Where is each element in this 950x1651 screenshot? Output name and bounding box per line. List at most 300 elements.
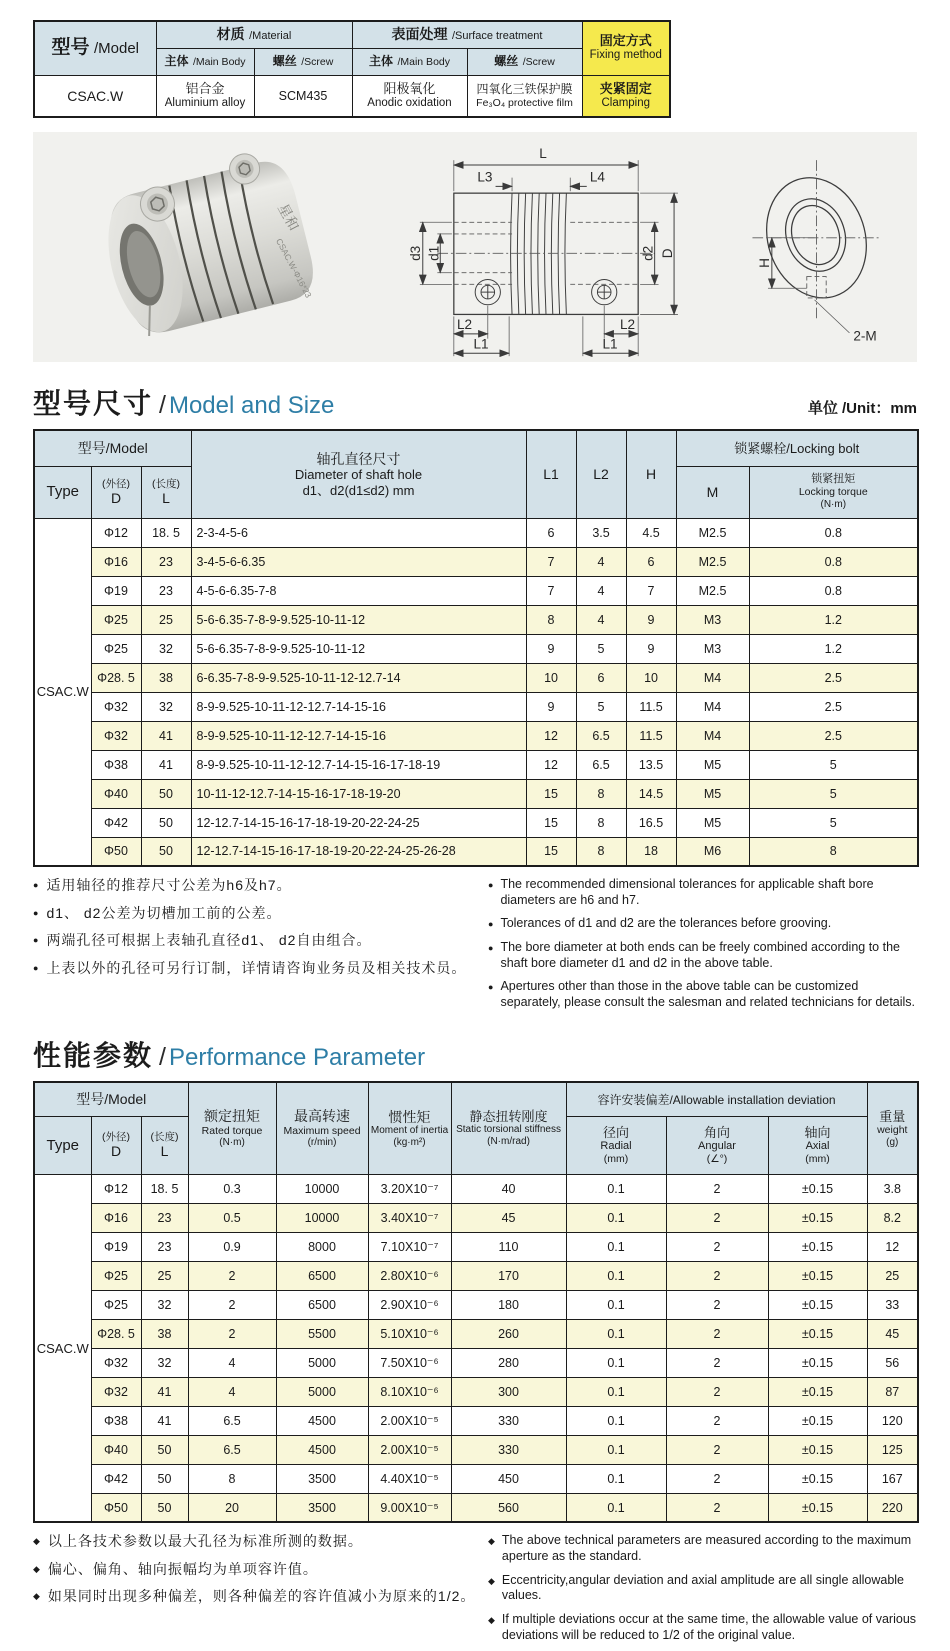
cell: M4 xyxy=(676,721,749,750)
size-col-model: 型号/Model xyxy=(34,430,191,466)
cell: 0.1 xyxy=(566,1174,666,1203)
cell: 0.1 xyxy=(566,1435,666,1464)
cell: 5000 xyxy=(276,1348,368,1377)
size-section-header xyxy=(33,382,917,422)
cell: Φ28. 5 xyxy=(91,1319,141,1348)
shaft-header-range: d1、d2(d1≤d2) mm xyxy=(302,482,415,498)
inertia-cn: 惯性矩 xyxy=(388,1108,431,1125)
size-col-type: Type xyxy=(34,466,91,518)
cell: 2 xyxy=(666,1261,768,1290)
cell: 0.1 xyxy=(566,1377,666,1406)
note-item xyxy=(33,877,478,895)
screw-cn: 螺丝 xyxy=(272,54,297,69)
cell: 6.5 xyxy=(188,1406,276,1435)
cell: Φ19 xyxy=(91,576,141,605)
type-cell: CSAC.W xyxy=(34,1174,91,1522)
cell: 3500 xyxy=(276,1464,368,1493)
perf-col-stiffness xyxy=(451,1082,566,1174)
cell: 8-9-9.525-10-11-12-12.7-14-15-16 xyxy=(191,721,526,750)
main-body-en: /Main Body xyxy=(397,56,450,69)
table-row xyxy=(34,518,918,547)
cell: Φ42 xyxy=(91,808,141,837)
table-row xyxy=(34,547,918,576)
perf-col-max-speed xyxy=(276,1082,368,1174)
note-item xyxy=(488,1533,917,1564)
cell: 6 xyxy=(576,663,626,692)
cell: 50 xyxy=(141,808,191,837)
cell: 8.2 xyxy=(867,1203,918,1232)
cell: 2.5 xyxy=(749,663,918,692)
inertia-en: Moment of inertia xyxy=(370,1125,449,1137)
side-view-drawing xyxy=(721,133,911,361)
cell: Φ32 xyxy=(91,692,141,721)
dim-label-L1: L1 xyxy=(601,336,618,352)
cell: 9 xyxy=(526,692,576,721)
note-item xyxy=(488,916,917,932)
cell: 2 xyxy=(666,1348,768,1377)
note-text: 偏心、偏角、轴向振幅均为单项容许值。 xyxy=(47,1560,318,1577)
size-col-l1: L1 xyxy=(526,430,576,518)
size-notes xyxy=(33,877,917,1018)
d-header: D xyxy=(110,489,122,506)
cell: 33 xyxy=(867,1290,918,1319)
dim-label-D: D xyxy=(659,248,675,259)
size-col-l2: L2 xyxy=(576,430,626,518)
table-row xyxy=(34,1319,918,1348)
cell: 5 xyxy=(576,692,626,721)
cell: 12 xyxy=(526,721,576,750)
dim-label-2M: 2-M xyxy=(853,328,877,344)
cell: 56 xyxy=(867,1348,918,1377)
note-item xyxy=(488,1573,917,1604)
cell: ±0.15 xyxy=(768,1406,867,1435)
cell: Φ38 xyxy=(91,1406,141,1435)
spec-material-main-value xyxy=(156,75,254,117)
surface-header-cn: 表面处理 xyxy=(391,25,448,42)
rated-torque-unit: (N·m) xyxy=(219,1137,245,1149)
cell: 4-5-6-6.35-7-8 xyxy=(191,576,526,605)
cell: ±0.15 xyxy=(768,1319,867,1348)
table-row xyxy=(34,1435,918,1464)
cell: 10 xyxy=(526,663,576,692)
cell: 8-9-9.525-10-11-12-12.7-14-15-16-17-18-19 xyxy=(191,750,526,779)
cell: 7.10X10⁻⁷ xyxy=(368,1232,451,1261)
cell: 32 xyxy=(141,1290,188,1319)
dim-label-H: H xyxy=(756,258,772,268)
cell: Φ40 xyxy=(91,779,141,808)
screw-en: /Screw xyxy=(522,56,555,69)
spec-fixing-value xyxy=(582,75,670,117)
cell: 50 xyxy=(141,1435,188,1464)
size-col-shaft-hole xyxy=(191,430,526,518)
cell: 6-6.35-7-8-9-9.525-10-11-12-12.7-14 xyxy=(191,663,526,692)
cell: 10 xyxy=(626,663,676,692)
cell: 20 xyxy=(188,1493,276,1522)
note-text: Tolerances of d1 and d2 are the tolerances before grooving. xyxy=(500,916,832,931)
perf-notes xyxy=(33,1533,917,1651)
cell: 2 xyxy=(188,1290,276,1319)
cell: 330 xyxy=(451,1406,566,1435)
cell: 9 xyxy=(626,605,676,634)
cell: Φ12 xyxy=(91,1174,141,1203)
size-col-m: M xyxy=(676,466,749,518)
cell: ±0.15 xyxy=(768,1464,867,1493)
cell: 23 xyxy=(141,547,191,576)
material-main-en: Aluminium alloy xyxy=(164,96,246,109)
cell: 5 xyxy=(749,779,918,808)
note-text: 适用轴径的推荐尺寸公差为h6及h7。 xyxy=(46,877,292,893)
table-row xyxy=(34,750,918,779)
cell: M2.5 xyxy=(676,518,749,547)
cell: 560 xyxy=(451,1493,566,1522)
cell: 10000 xyxy=(276,1203,368,1232)
note-text: The bore diameter at both ends can be freely combined according to the shaft bore diameter d1 and d2 in the above table. xyxy=(500,939,900,970)
cell: M6 xyxy=(676,837,749,866)
cell: 125 xyxy=(867,1435,918,1464)
perf-col-d xyxy=(91,1116,141,1174)
inertia-unit: (kg·m²) xyxy=(393,1136,426,1148)
table-row xyxy=(34,1464,918,1493)
shaft-header-cn: 轴孔直径尺寸 xyxy=(316,450,401,467)
cell: 2 xyxy=(666,1319,768,1348)
cell: Φ25 xyxy=(91,1261,141,1290)
cell: 0.8 xyxy=(749,576,918,605)
note-text: 如果同时出现多种偏差，则各种偏差的容许值减小为原来的1/2。 xyxy=(47,1588,476,1605)
figures-strip xyxy=(33,132,917,362)
note-text: 以上各技术参数以最大孔径为标准所测的数据。 xyxy=(47,1533,363,1550)
cell: 50 xyxy=(141,779,191,808)
note-item xyxy=(33,1588,478,1606)
spec-col-fixing xyxy=(582,21,670,75)
cell: 7 xyxy=(526,547,576,576)
note-text: The above technical parameters are measured according to the maximum aperture as the standard. xyxy=(501,1533,912,1563)
surface-screw-en: Fe₃O₄ protective film xyxy=(476,96,573,109)
radial-cn: 径向 xyxy=(603,1125,630,1141)
cell: 12-12.7-14-15-16-17-18-19-20-22-24-25 xyxy=(191,808,526,837)
rated-torque-en: Rated torque xyxy=(201,1124,263,1137)
cell: 330 xyxy=(451,1435,566,1464)
cell: 4500 xyxy=(276,1406,368,1435)
l-header-cn: (长度) xyxy=(150,1130,179,1143)
table-row xyxy=(34,1203,918,1232)
bullet-icon: ● xyxy=(488,982,494,993)
cell: 32 xyxy=(141,634,191,663)
perf-col-model: 型号/Model xyxy=(34,1082,188,1116)
angular-en: Angular xyxy=(698,1140,736,1153)
l-header: L xyxy=(160,1143,169,1160)
stiffness-cn: 静态扭转刚度 xyxy=(469,1109,548,1125)
cell: 4 xyxy=(576,605,626,634)
dim-label-L3: L3 xyxy=(476,169,492,185)
perf-section-title xyxy=(33,1034,425,1074)
coupling-photo xyxy=(55,132,370,362)
weight-cn: 重量 xyxy=(879,1108,906,1124)
cell: 6500 xyxy=(276,1290,368,1319)
fixing-value-cn: 夹紧固定 xyxy=(599,80,652,96)
cell: 2.00X10⁻⁵ xyxy=(368,1406,451,1435)
rated-torque-cn: 额定扭矩 xyxy=(204,1108,261,1125)
spec-col-material-main xyxy=(156,48,254,75)
size-col-d xyxy=(91,466,141,518)
cell: 280 xyxy=(451,1348,566,1377)
photo-brand-text: 星和 xyxy=(275,200,303,234)
cell: 4 xyxy=(188,1377,276,1406)
axial-cn: 轴向 xyxy=(804,1125,831,1141)
cell: 7.50X10⁻⁶ xyxy=(368,1348,451,1377)
cell: 2 xyxy=(188,1261,276,1290)
cell: 3-4-5-6-6.35 xyxy=(191,547,526,576)
dim-label-d2: d2 xyxy=(640,245,656,261)
torque-header-unit: (N·m) xyxy=(820,498,847,510)
table-row xyxy=(34,1261,918,1290)
stiffness-en: Static torsional stiffness xyxy=(456,1124,561,1136)
cell: 2 xyxy=(666,1377,768,1406)
cell: 2 xyxy=(666,1203,768,1232)
cell: Φ19 xyxy=(91,1232,141,1261)
cell: 11.5 xyxy=(626,721,676,750)
cell: 87 xyxy=(867,1377,918,1406)
cell: Φ32 xyxy=(91,1377,141,1406)
title-separator: / xyxy=(159,1043,166,1072)
table-row xyxy=(34,634,918,663)
perf-notes-cn xyxy=(33,1533,488,1651)
cell: 18. 5 xyxy=(141,1174,188,1203)
cell: 18 xyxy=(626,837,676,866)
cell: 10-11-12-12.7-14-15-16-17-18-19-20 xyxy=(191,779,526,808)
cell: 23 xyxy=(141,1232,188,1261)
cell: 5.10X10⁻⁶ xyxy=(368,1319,451,1348)
perf-col-l xyxy=(141,1116,188,1174)
cell: 0.1 xyxy=(566,1406,666,1435)
spec-material-screw-value: SCM435 xyxy=(254,75,352,117)
cell: 8 xyxy=(576,779,626,808)
dim-label-L2: L2 xyxy=(456,316,472,332)
material-header-en: /Material xyxy=(249,29,292,42)
size-title-en: Model and Size xyxy=(168,392,335,419)
cell: ±0.15 xyxy=(768,1290,867,1319)
spec-col-surface-screw xyxy=(467,48,582,75)
cell: 12 xyxy=(526,750,576,779)
cell: 5-6-6.35-7-8-9-9.525-10-11-12 xyxy=(191,605,526,634)
axial-en: Axial xyxy=(805,1140,830,1153)
cell: 8.10X10⁻⁶ xyxy=(368,1377,451,1406)
note-text: 两端孔径可根据上表轴孔直径d1、 d2自由组合。 xyxy=(46,932,372,948)
spec-model-value: CSAC.W xyxy=(34,75,156,117)
cell: M5 xyxy=(676,779,749,808)
cell: 41 xyxy=(141,1377,188,1406)
dim-label-L1: L1 xyxy=(472,336,489,352)
note-text: Eccentricity,angular deviation and axial amplitude are all single allowable values. xyxy=(501,1572,905,1603)
cell: ±0.15 xyxy=(768,1232,867,1261)
cell: 12-12.7-14-15-16-17-18-19-20-22-24-25-26-28 xyxy=(191,837,526,866)
cell: 0.1 xyxy=(566,1348,666,1377)
type-cell: CSAC.W xyxy=(34,518,91,866)
cell: ±0.15 xyxy=(768,1435,867,1464)
table-row xyxy=(34,1377,918,1406)
cell: 14.5 xyxy=(626,779,676,808)
cell: 32 xyxy=(141,1348,188,1377)
cell: 6.5 xyxy=(576,750,626,779)
cell: ±0.15 xyxy=(768,1377,867,1406)
cell: 0.1 xyxy=(566,1464,666,1493)
cell: 2 xyxy=(666,1174,768,1203)
surface-main-en: Anodic oxidation xyxy=(367,96,452,109)
cell: 7 xyxy=(526,576,576,605)
note-item xyxy=(33,1561,478,1579)
spec-data-row xyxy=(34,75,670,117)
torque-header-cn: 锁紧扭矩 xyxy=(811,473,856,486)
cell: 32 xyxy=(141,692,191,721)
material-main-cn: 铝合金 xyxy=(185,80,225,96)
main-body-cn: 主体 xyxy=(164,54,189,69)
bullet-icon: ● xyxy=(488,942,494,953)
cell: 45 xyxy=(867,1319,918,1348)
cell: 25 xyxy=(867,1261,918,1290)
cell: 11.5 xyxy=(626,692,676,721)
section-drawing xyxy=(381,133,711,361)
size-notes-cn xyxy=(33,877,488,1018)
d-header-cn: (外径) xyxy=(102,477,130,490)
cell: 450 xyxy=(451,1464,566,1493)
fixing-header-en: Fixing method xyxy=(589,49,662,62)
cell: ±0.15 xyxy=(768,1348,867,1377)
table-row xyxy=(34,1174,918,1203)
spec-model-cn: 型号 xyxy=(51,37,90,59)
cell: 15 xyxy=(526,837,576,866)
cell: 4 xyxy=(576,576,626,605)
angular-unit: (∠°) xyxy=(706,1153,728,1166)
cell: 0.1 xyxy=(566,1261,666,1290)
cell: 8 xyxy=(749,837,918,866)
cell: 2 xyxy=(666,1406,768,1435)
set-screw-icon xyxy=(591,280,616,305)
main-body-cn: 主体 xyxy=(369,54,394,69)
table-row xyxy=(34,779,918,808)
l-header-cn: (长度) xyxy=(152,477,180,490)
cell: 15 xyxy=(526,808,576,837)
cell: Φ32 xyxy=(91,1348,141,1377)
cell: 2-3-4-5-6 xyxy=(191,518,526,547)
cell: 5 xyxy=(576,634,626,663)
cell: M5 xyxy=(676,808,749,837)
bullet-icon: ◆ xyxy=(488,1536,495,1547)
cell: Φ16 xyxy=(91,547,141,576)
size-section-title xyxy=(33,382,334,422)
bullet-icon: ◆ xyxy=(33,1563,41,1574)
note-text: Apertures other than those in the above table can be customized separately, please consult the salesman and related technicians for details. xyxy=(500,979,916,1009)
cell: 41 xyxy=(141,721,191,750)
dim-label-L2: L2 xyxy=(619,316,635,332)
screw-cn: 螺丝 xyxy=(494,54,519,69)
angular-cn: 角向 xyxy=(704,1125,731,1141)
shaft-header-en: Diameter of shaft hole xyxy=(294,467,423,483)
cell: 8 xyxy=(188,1464,276,1493)
radial-en: Radial xyxy=(600,1140,632,1153)
cell: 4.5 xyxy=(626,518,676,547)
material-header-cn: 材质 xyxy=(216,25,245,42)
spec-col-material-screw xyxy=(254,48,352,75)
spec-col-surface xyxy=(352,21,582,48)
dim-label-d1: d1 xyxy=(425,245,441,261)
cell: M3 xyxy=(676,605,749,634)
bullet-icon: ● xyxy=(33,907,40,918)
surface-main-cn: 阳极氧化 xyxy=(383,80,436,96)
cell: Φ28. 5 xyxy=(91,663,141,692)
bullet-icon: ◆ xyxy=(33,1591,41,1602)
perf-notes-en xyxy=(488,1533,917,1651)
note-item xyxy=(488,1612,917,1643)
perf-col-rated-torque xyxy=(188,1082,276,1174)
fixing-header-cn: 固定方式 xyxy=(599,33,652,49)
cell: 25 xyxy=(141,605,191,634)
cell: 10000 xyxy=(276,1174,368,1203)
cell: 1.2 xyxy=(749,634,918,663)
title-separator: / xyxy=(159,391,166,419)
cell: 2 xyxy=(666,1464,768,1493)
d-header: D xyxy=(110,1143,122,1160)
surface-screw-cn: 四氧化三铁保护膜 xyxy=(476,81,573,96)
note-item xyxy=(33,960,478,978)
table-row xyxy=(34,837,918,866)
cell: 6 xyxy=(526,518,576,547)
cell: 0.1 xyxy=(566,1493,666,1522)
cell: 41 xyxy=(141,1406,188,1435)
cell: 7 xyxy=(626,576,676,605)
cell: Φ25 xyxy=(91,634,141,663)
radial-unit: (mm) xyxy=(603,1153,629,1166)
cell: 23 xyxy=(141,576,191,605)
table-row xyxy=(34,605,918,634)
cell: Φ16 xyxy=(91,1203,141,1232)
cell: Φ50 xyxy=(91,837,141,866)
cell: 50 xyxy=(141,1493,188,1522)
photo-model-text: CSAC.W-Φ16*23 xyxy=(274,236,314,300)
cell: M5 xyxy=(676,750,749,779)
cell: 6.5 xyxy=(188,1435,276,1464)
cell: 3.40X10⁻⁷ xyxy=(368,1203,451,1232)
size-col-locking-bolt: 锁紧螺栓/Locking bolt xyxy=(676,430,918,466)
cell: 6.5 xyxy=(576,721,626,750)
cell: 25 xyxy=(141,1261,188,1290)
d-header-cn: (外径) xyxy=(102,1130,130,1143)
cell: 6500 xyxy=(276,1261,368,1290)
table-row xyxy=(34,692,918,721)
performance-table xyxy=(33,1081,919,1523)
set-screw-icon xyxy=(475,280,500,305)
cell: 2.00X10⁻⁵ xyxy=(368,1435,451,1464)
size-col-torque xyxy=(749,466,918,518)
note-item xyxy=(488,877,917,908)
cell: M4 xyxy=(676,663,749,692)
cell: 0.1 xyxy=(566,1232,666,1261)
table-row xyxy=(34,808,918,837)
perf-col-axial xyxy=(768,1116,867,1174)
torque-header-en: Locking torque xyxy=(798,486,868,499)
cell: 38 xyxy=(141,663,191,692)
cell: 2 xyxy=(188,1319,276,1348)
dim-label-L: L xyxy=(538,146,547,162)
surface-header-en: /Surface treatment xyxy=(451,29,543,42)
cell: 120 xyxy=(867,1406,918,1435)
note-item xyxy=(33,932,478,950)
stiffness-unit: (N·m/rad) xyxy=(487,1136,530,1148)
size-table xyxy=(33,429,919,867)
weight-unit: (g) xyxy=(886,1136,899,1148)
note-text: 上表以外的孔径可另行订制，详情请咨询业务员及相关技术员。 xyxy=(46,959,467,976)
weight-en: weight xyxy=(877,1124,908,1137)
table-row xyxy=(34,721,918,750)
cell: 4 xyxy=(576,547,626,576)
